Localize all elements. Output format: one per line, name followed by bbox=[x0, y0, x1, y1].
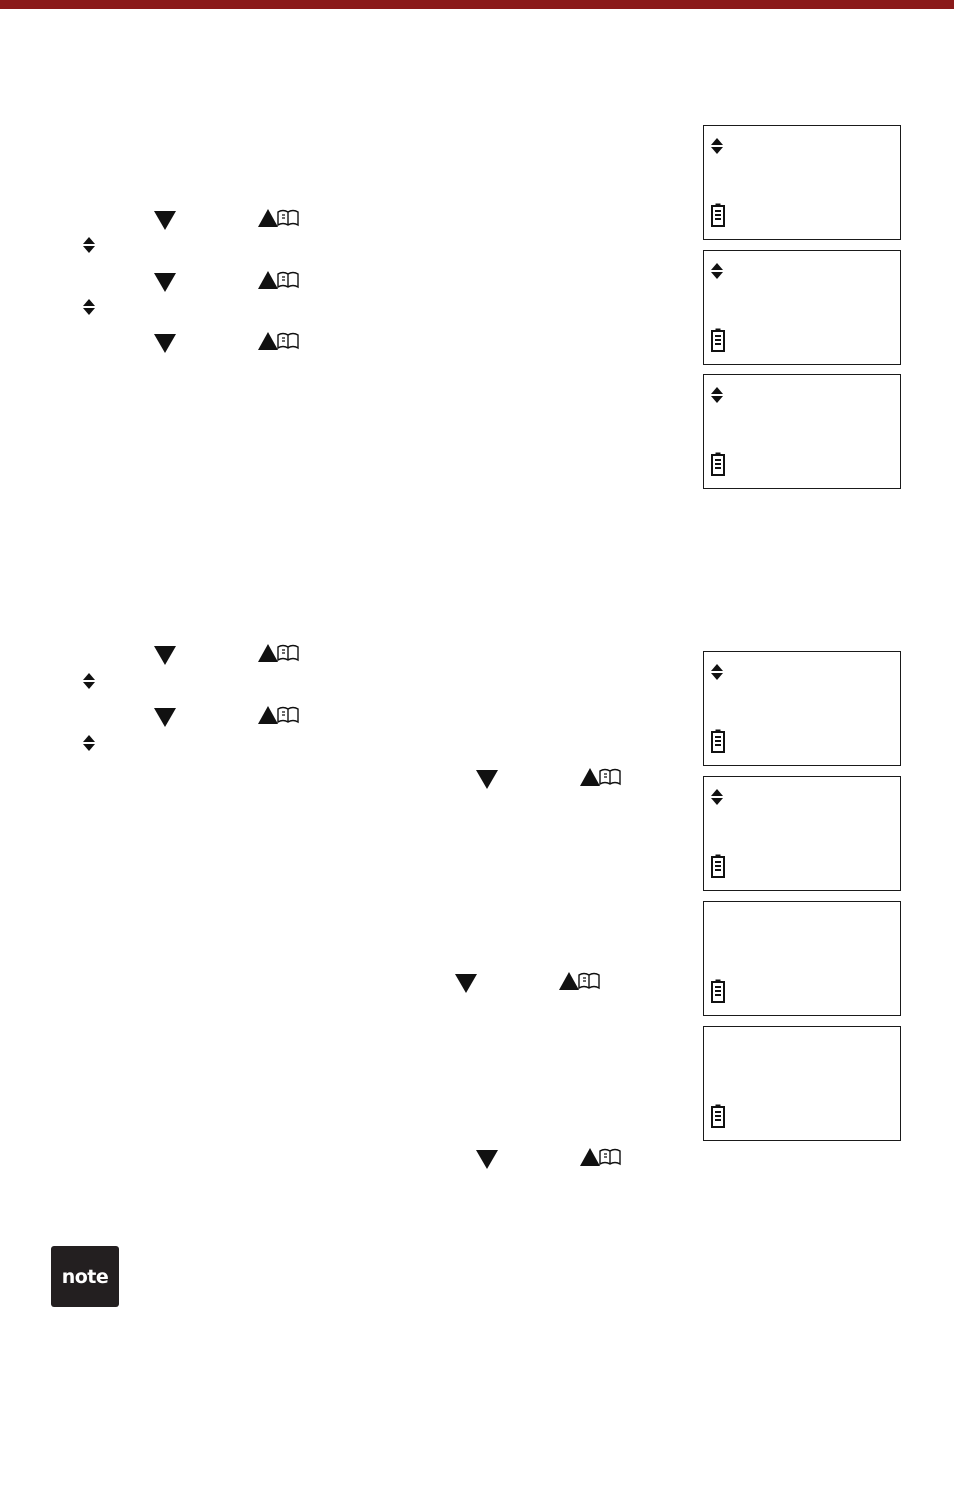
battery-icon bbox=[711, 452, 725, 476]
note-label: note bbox=[61, 1265, 109, 1288]
up-arrow-icon bbox=[559, 972, 579, 990]
down-arrow-icon bbox=[476, 770, 498, 789]
battery-icon bbox=[711, 328, 725, 352]
scroll-arrows-icon bbox=[82, 236, 96, 254]
book-icon bbox=[277, 644, 299, 662]
battery-icon bbox=[711, 1104, 725, 1128]
down-arrow-icon bbox=[154, 708, 176, 727]
lcd-screen bbox=[703, 250, 901, 365]
down-arrow-icon bbox=[154, 334, 176, 353]
book-icon bbox=[277, 332, 299, 350]
up-arrow-icon bbox=[258, 209, 278, 227]
up-arrow-icon bbox=[258, 706, 278, 724]
lcd-screen bbox=[703, 374, 901, 489]
down-arrow-icon bbox=[476, 1150, 498, 1169]
book-icon bbox=[277, 706, 299, 724]
up-arrow-icon bbox=[258, 271, 278, 289]
scroll-arrows-icon bbox=[710, 788, 724, 806]
battery-icon bbox=[711, 729, 725, 753]
book-icon bbox=[578, 972, 600, 990]
lcd-screen bbox=[703, 901, 901, 1016]
scroll-arrows-icon bbox=[710, 663, 724, 681]
book-icon bbox=[599, 768, 621, 786]
up-arrow-icon bbox=[580, 1148, 600, 1166]
lcd-screen bbox=[703, 125, 901, 240]
lcd-screen bbox=[703, 1026, 901, 1141]
scroll-arrows-icon bbox=[82, 672, 96, 690]
book-icon bbox=[277, 209, 299, 227]
down-arrow-icon bbox=[154, 273, 176, 292]
down-arrow-icon bbox=[154, 211, 176, 230]
scroll-arrows-icon bbox=[82, 298, 96, 316]
scroll-arrows-icon bbox=[82, 734, 96, 752]
scroll-arrows-icon bbox=[710, 137, 724, 155]
up-arrow-icon bbox=[580, 768, 600, 786]
note-badge bbox=[51, 1246, 119, 1307]
battery-icon bbox=[711, 979, 725, 1003]
battery-icon bbox=[711, 203, 725, 227]
book-icon bbox=[599, 1148, 621, 1166]
top-accent-rule bbox=[0, 0, 954, 9]
down-arrow-icon bbox=[455, 974, 477, 993]
lcd-screen bbox=[703, 651, 901, 766]
scroll-arrows-icon bbox=[710, 262, 724, 280]
lcd-screen bbox=[703, 776, 901, 891]
up-arrow-icon bbox=[258, 644, 278, 662]
book-icon bbox=[277, 271, 299, 289]
down-arrow-icon bbox=[154, 646, 176, 665]
battery-icon bbox=[711, 854, 725, 878]
up-arrow-icon bbox=[258, 332, 278, 350]
scroll-arrows-icon bbox=[710, 386, 724, 404]
